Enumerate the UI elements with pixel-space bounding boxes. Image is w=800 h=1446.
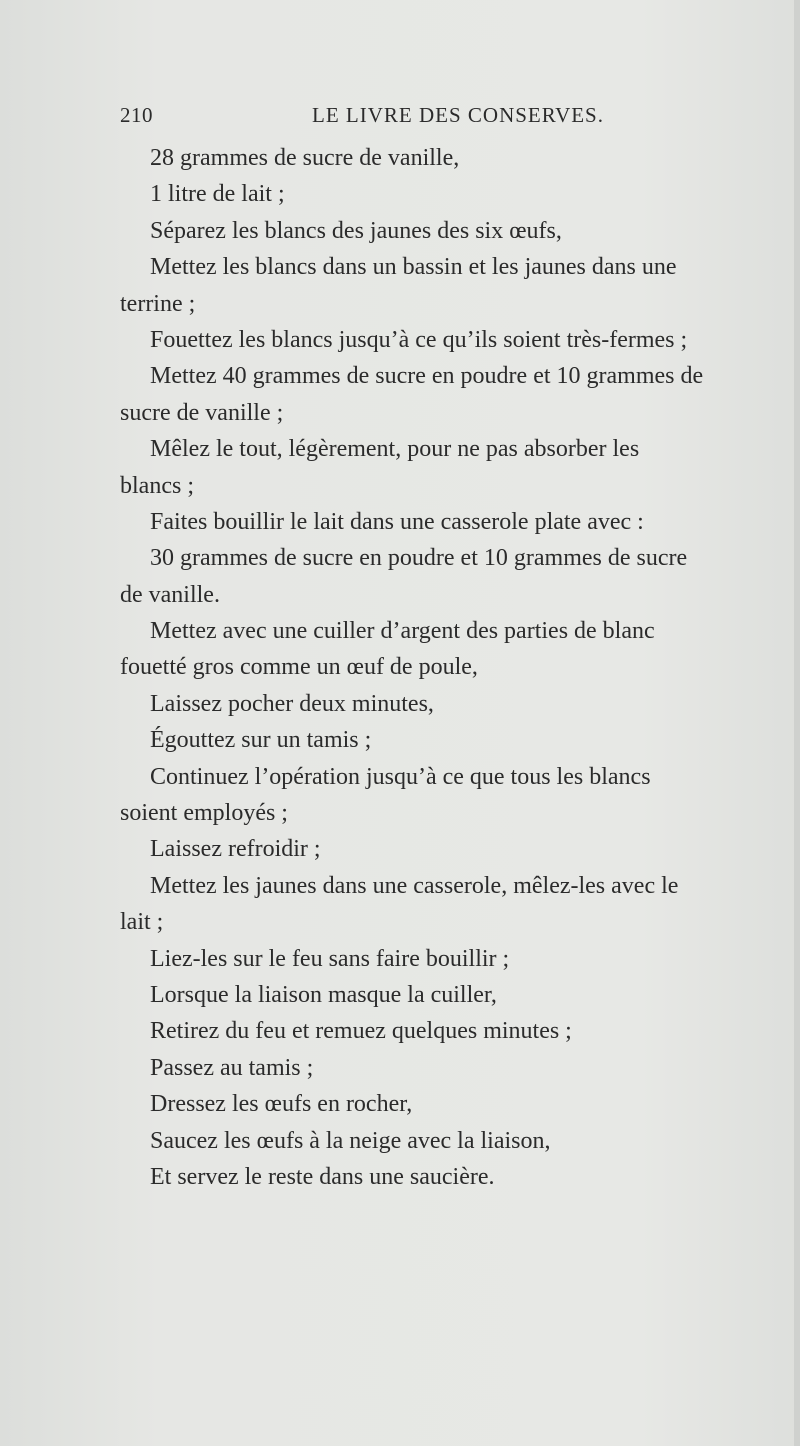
text-line: 30 grammes de sucre en poudre et 10 grammes de sucre	[150, 545, 688, 572]
text-line: 28 grammes de sucre de vanille,	[150, 145, 460, 171]
text-line: Mettez avec une cuiller d’argent des parties de blanc	[150, 618, 655, 645]
text-line: de vanille.	[120, 581, 220, 608]
page-number: 210	[120, 103, 153, 127]
text-line: Passez au tamis ;	[150, 1054, 314, 1081]
text-line: Mêlez le tout, légèrement, pour ne pas absorber les	[150, 436, 640, 463]
text-line: Retirez du feu et remuez quelques minutes ;	[150, 1018, 572, 1045]
text-line: Fouettez les blancs jusqu’à ce qu’ils soient très-fermes ;	[150, 326, 688, 353]
text-line: Liez-les sur le feu sans faire bouillir ;	[150, 945, 510, 972]
text-line: Égouttez sur un tamis ;	[150, 727, 372, 754]
text-line: fouetté gros comme un œuf de poule,	[120, 654, 478, 681]
text-line: Saucez les œufs à la neige avec la liaison,	[150, 1127, 551, 1154]
text-line: Laissez pocher deux minutes,	[150, 690, 434, 717]
text-line: Séparez les blancs des jaunes des six œufs,	[150, 217, 562, 244]
text-line: Mettez 40 grammes de sucre en poudre et 10 grammes de	[150, 363, 704, 390]
text-line: Mettez les jaunes dans une casserole, mêlez-les avec le	[150, 872, 679, 899]
text-line: soient employés ;	[120, 800, 288, 827]
text-line: Laissez refroidir ;	[150, 836, 321, 863]
running-title: LE LIVRE DES CONSERVES.	[312, 103, 604, 127]
text-line: Faites bouillir le lait dans une casserole plate avec :	[150, 508, 644, 535]
page-header	[120, 103, 696, 133]
text-line: lait ;	[120, 909, 164, 936]
text-line: Lorsque la liaison masque la cuiller,	[150, 981, 497, 1008]
text-line: terrine ;	[120, 290, 196, 317]
text-line: Dressez les œufs en rocher,	[150, 1091, 413, 1118]
text-line: Et servez le reste dans une saucière.	[150, 1163, 495, 1190]
text-line: Mettez les blancs dans un bassin et les jaunes dans une	[150, 254, 677, 281]
text-line: sucre de vanille ;	[120, 399, 284, 426]
text-line: blancs ;	[120, 472, 194, 499]
text-line: Continuez l’opération jusqu’à ce que tous les blancs	[150, 763, 651, 790]
recipe-text	[120, 140, 770, 1195]
page-edge	[794, 0, 800, 1446]
text-line: 1 litre de lait ;	[150, 181, 285, 208]
